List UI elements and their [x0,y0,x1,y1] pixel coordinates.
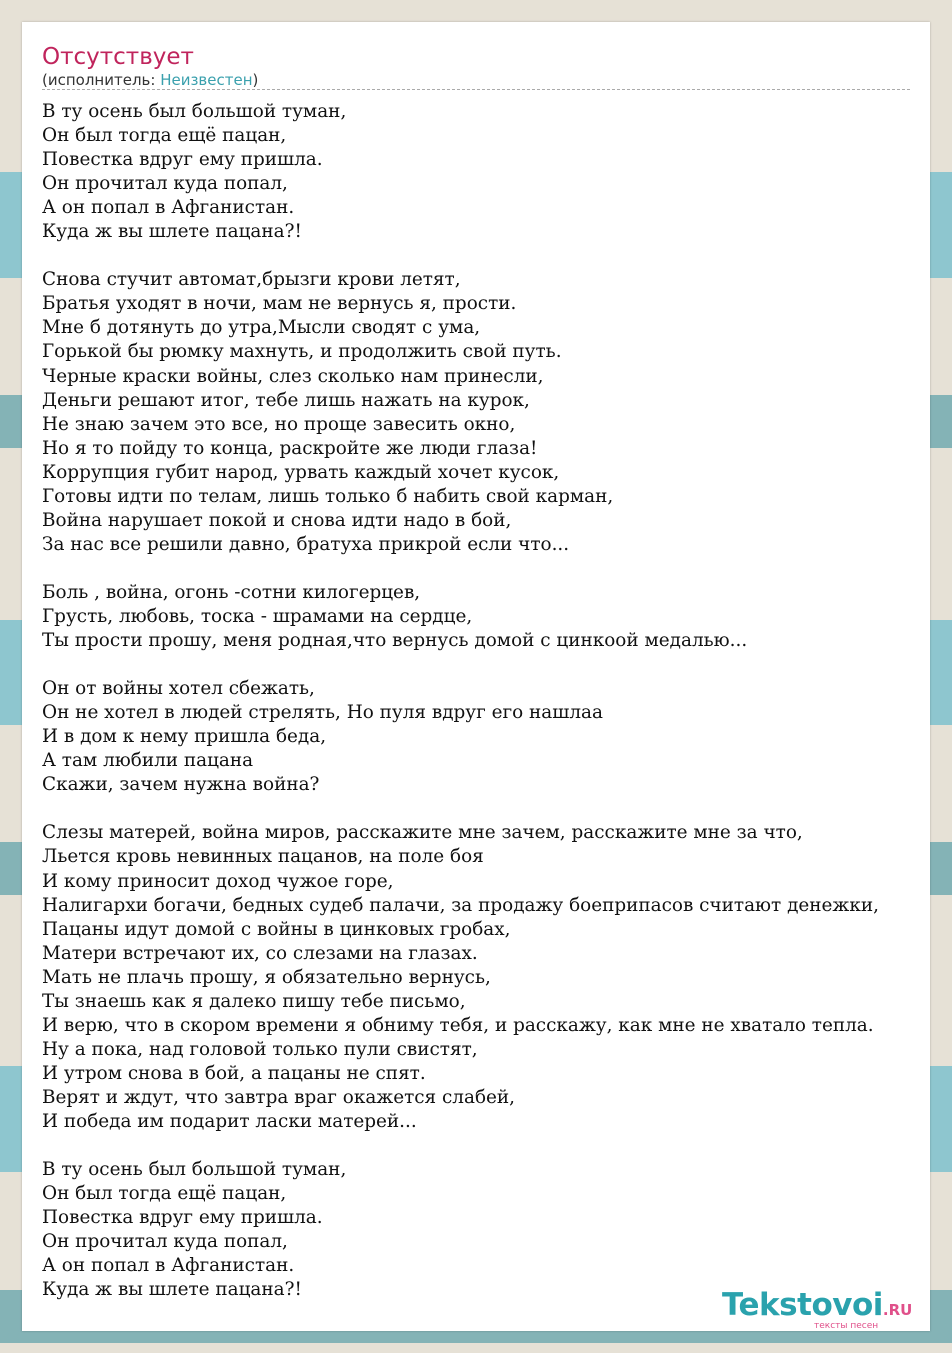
artist-link[interactable]: Неизвестен [160,71,253,89]
lyric-line: Он прочитал куда попал, [42,173,288,195]
lyric-line: Деньги решают итог, тебе лишь нажать на курок, [42,389,530,411]
lyric-line: Пацаны идут домой с войны в цинковых гробах, [42,918,511,940]
lyric-line: Льется кровь невинных пацанов, на поле боя [42,846,484,868]
lyric-line: Снова стучит автомат,брызги крови летят, [42,269,461,291]
lyric-line: Не знаю зачем это все, но проще завесить окно, [42,413,516,435]
lyric-line: Куда ж вы шлете пацана?! [42,221,302,243]
lyric-line: Боль , война, огонь -сотни килогерцев, [42,581,421,603]
lyric-line: Он от войны хотел сбежать, [42,678,315,700]
lyrics-stanza [42,100,952,244]
lyric-line: Черные краски войны, слез сколько нам принесли, [42,365,544,387]
lyric-line: Он не хотел в людей стрелять, Но пуля вдруг его нашлаа [42,702,603,724]
lyric-line: Готовы идти по телам, лишь только б набить свой карман, [42,485,614,507]
lyric-line: Братья уходят в ночи, мам не вернусь я, прости. [42,293,517,315]
lyric-line: Коррупция губит народ, урвать каждый хочет кусок, [42,461,560,483]
lyric-line: И кому приносит доход чужое горе, [42,870,394,892]
lyric-line: И победа им подарит ласки матерей... [42,1110,417,1132]
lyric-line: Ты знаешь как я далеко пишу тебе письмо, [42,990,466,1012]
artist-suffix: ) [252,71,259,89]
lyrics-stanza [42,581,952,653]
lyric-line: Он был тогда ещё пацан, [42,1183,287,1205]
lyric-line: Мать не плачь прошу, я обязательно вернусь, [42,966,491,988]
lyric-line: В ту осень был большой туман, [42,1159,347,1181]
lyrics-body [42,100,952,1302]
lyric-line: А он попал в Афганистан. [42,1255,295,1277]
lyric-line: Верят и ждут, что завтра враг окажется слабей, [42,1086,516,1108]
song-title: Отсутствует [42,44,194,70]
lyric-line: Горькой бы рюмку махнуть, и продолжить свой путь. [42,341,562,363]
lyric-line: За нас все решили давно, братуха прикрой если что... [42,533,570,555]
lyric-line: Налигархи богачи, бедных судеб палачи, за продажу боеприпасов считают денежки, [42,894,879,916]
lyric-line: Ну а пока, над головой только пули свистят, [42,1038,478,1060]
lyric-line: Скажи, зачем нужна война? [42,774,320,796]
lyrics-stanza [42,677,952,797]
lyric-line: Грусть, любовь, тоска - шрамами на сердце, [42,605,473,627]
lyric-line: Но я то пойду то конца, раскройте же люди глаза! [42,437,538,459]
lyrics-stanza [42,268,952,557]
artist-prefix: (исполнитель: [42,71,161,89]
lyric-line: И утром снова в бой, а пацаны не спят. [42,1062,426,1084]
logo-tagline: тексты песен [814,1321,879,1331]
lyric-line: Ты прости прошу, меня родная,что вернусь домой с цинкоой медалью... [42,630,748,652]
lyric-line: И в дом к нему пришла беда, [42,726,327,748]
lyric-line: И верю, что в скором времени я обниму тебя, и расскажу, как мне не хватало тепла. [42,1014,874,1036]
lyric-line: В ту осень был большой туман, [42,101,347,122]
lyrics-stanza [42,821,952,1134]
lyric-line: Матери встречают их, со слезами на глазах. [42,942,478,964]
lyric-line: Повестка вдруг ему пришла. [42,1207,323,1229]
lyric-line: Мне б дотянуть до утра,Мысли сводят с ума, [42,317,481,339]
lyric-line: Повестка вдруг ему пришла. [42,149,323,171]
logo-name: Tekstovoi [722,1287,883,1323]
title-divider [42,89,910,90]
lyric-line: А там любили пацана [42,750,254,772]
logo-tld: .RU [882,1301,913,1319]
site-logo[interactable] [722,1287,913,1331]
lyric-line: А он попал в Афганистан. [42,197,295,219]
lyric-line: Слезы матерей, война миров, расскажите мне зачем, расскажите мне за что, [42,822,803,844]
lyric-line: Он был тогда ещё пацан, [42,125,287,147]
lyric-line: Война нарушает покой и снова идти надо в бой, [42,509,512,531]
lyrics-stanza [42,1158,952,1302]
lyric-line: Куда ж вы шлете пацана?! [42,1279,302,1301]
artist-line [42,70,258,90]
lyric-line: Он прочитал куда попал, [42,1231,288,1253]
